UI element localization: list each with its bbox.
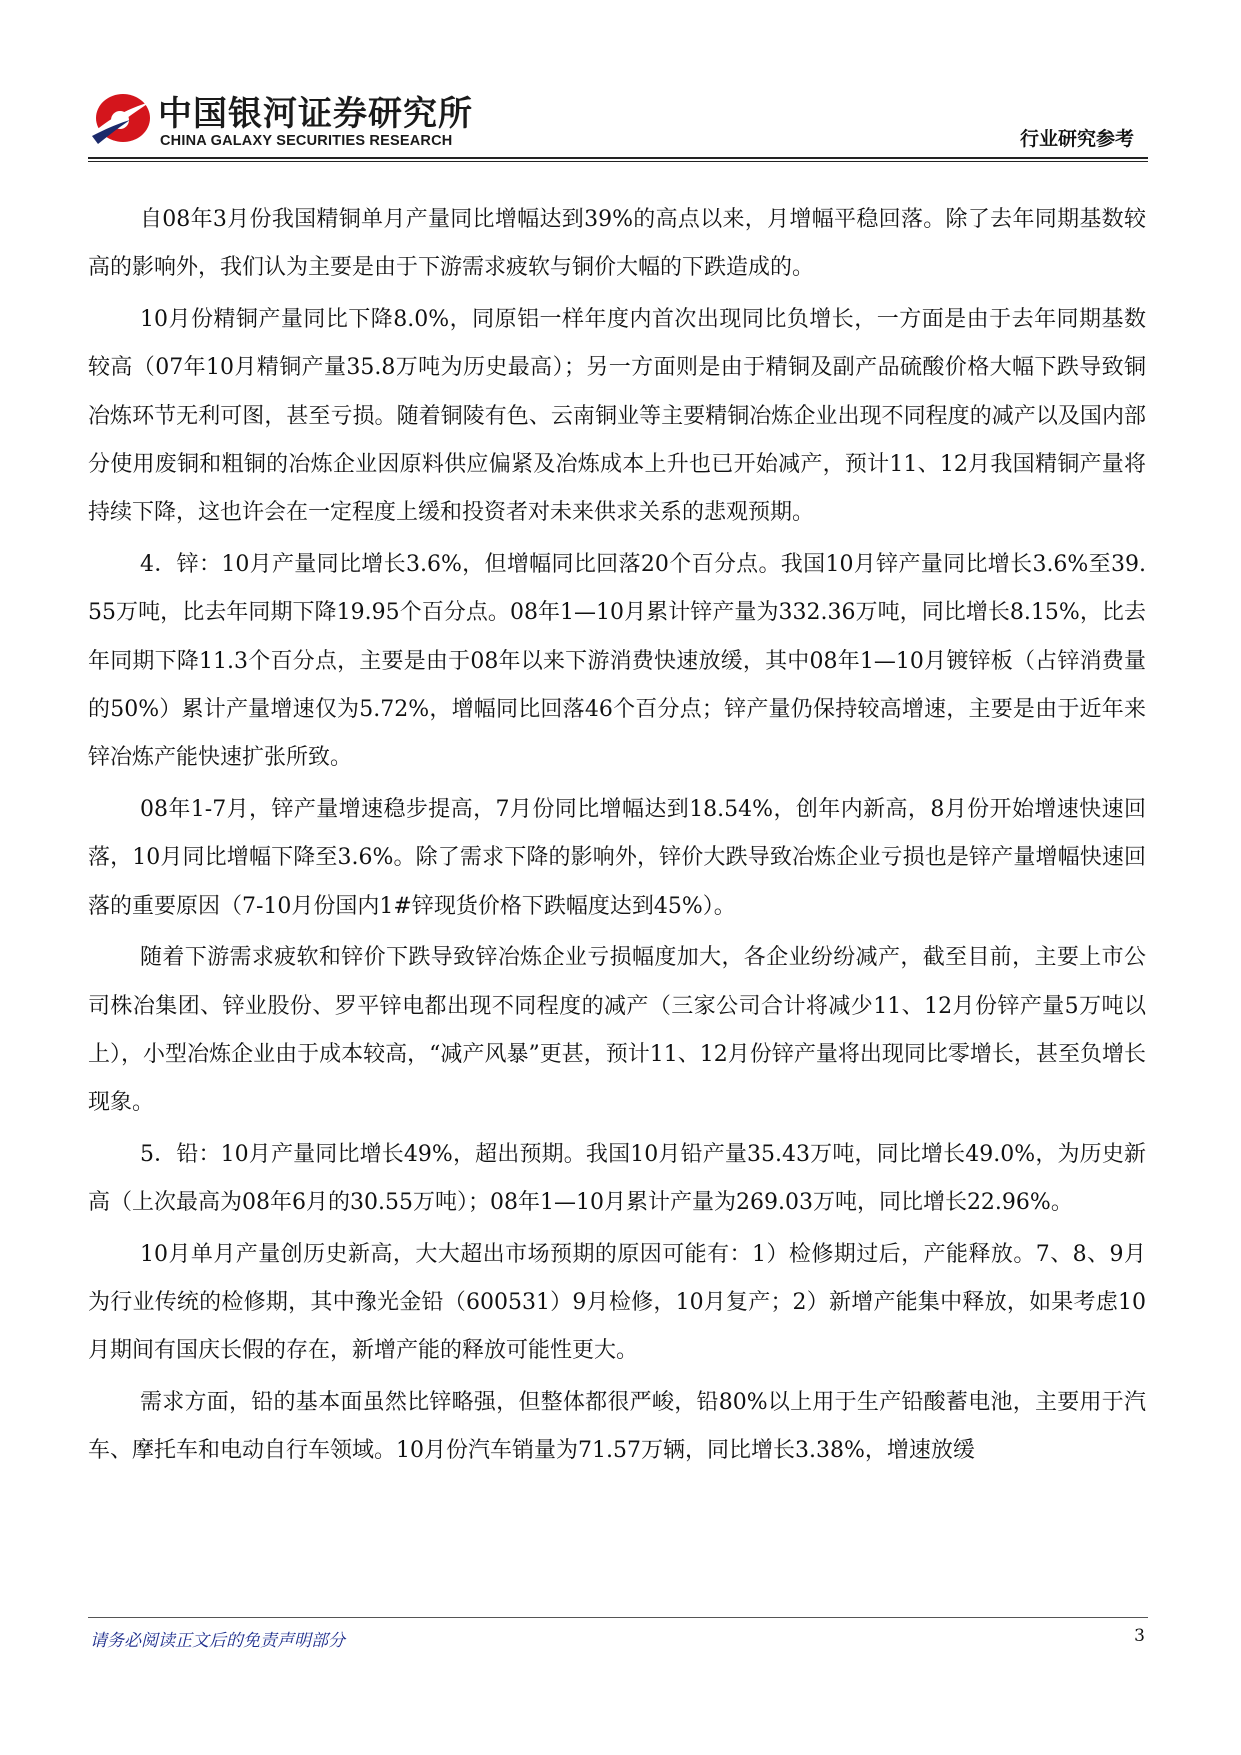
page-header — [88, 78, 1148, 156]
header-divider-thin — [88, 161, 1148, 162]
footer-divider — [88, 1617, 1148, 1618]
logo-chinese-name: 中国银河证券研究所 — [158, 94, 473, 134]
footer-disclaimer: 请务必阅读正文后的免责声明部分 — [90, 1631, 345, 1651]
paragraph: 5．铅：10月产量同比增长49%，超出预期。我国10月铅产量35.43万吨，同比增长49.0%，为历史新高（上次最高为08年6月的30.55万吨）；08年1—10月累计产量为269.03万吨，同比增长22.96%。 — [88, 1141, 1146, 1216]
paragraph: 4．锌：10月产量同比增长3.6%，但增幅同比回落20个百分点。我国10月锌产量同比增长3.6%至39.55万吨，比去年同期下降19.95个百分点。08年1—10月累计锌产量为332.36万吨，同比增长8.15%，比去年同期下降11.3个百分点，主要是由于08年以来下游消费快速放缓，其中08年1—10月镀锌板（占锌消费量的50%）累计产量增速仅为5.72%，增幅同比回落46个百分点；锌产量仍保持较高增速，主要是由于近年来锌冶炼产能快速扩张所致。 — [88, 551, 1146, 771]
galaxy-logo-icon — [90, 90, 152, 146]
paragraph: 08年1-7月，锌产量增速稳步提高，7月份同比增幅达到18.54%，创年内新高，8月份开始增速快速回落，10月同比增幅下降至3.6%。除了需求下降的影响外，锌价大跌导致冶炼企业亏损也是锌产量增幅快速回落的重要原因（7-10月份国内1#锌现货价格下跌幅度达到45%）。 — [88, 796, 1146, 919]
document-type-label: 行业研究参考 — [1019, 128, 1134, 150]
paragraph: 自08年3月份我国精铜单月产量同比增幅达到39%的高点以来，月增幅平稳回落。除了去年同期基数较高的影响外，我们认为主要是由于下游需求疲软与铜价大幅的下跌造成的。 — [88, 207, 1146, 281]
page-number: 3 — [1134, 1626, 1145, 1646]
paragraph: 需求方面，铅的基本面虽然比锌略强，但整体都很严峻，铅80%以上用于生产铅酸蓄电池，主要用于汽车、摩托车和电动自行车领域。10月份汽车销量为71.57万辆，同比增长3.38%，增速放缓 — [88, 1389, 1146, 1464]
paragraph: 10月单月产量创历史新高，大大超出市场预期的原因可能有：1）检修期过后，产能释放。7、8、9月为行业传统的检修期，其中豫光金铅（600531）9月检修，10月复产；2）新增产能集中释放，如果考虑10月期间有国庆长假的存在，新增产能的释放可能性更大。 — [88, 1241, 1146, 1364]
paragraph: 10月份精铜产量同比下降8.0%，同原铝一样年度内首次出现同比负增长，一方面是由于去年同期基数较高（07年10月精铜产量35.8万吨为历史最高）；另一方面则是由于精铜及副产品硫酸价格大幅下跌导致铜冶炼环节无利可图，甚至亏损。随着铜陵有色、云南铜业等主要精铜冶炼企业出现不同程度的减产以及国内部分使用废铜和粗铜的冶炼企业因原料供应偏紧及冶炼成本上升也已开始减产，预计11、12月我国精铜产量将持续下降，这也许会在一定程度上缓和投资者对未来供求关系的悲观预期。 — [88, 306, 1146, 526]
report-body — [88, 196, 1146, 1479]
paragraph: 随着下游需求疲软和锌价下跌导致锌冶炼企业亏损幅度加大，各企业纷纷减产，截至目前，主要上市公司株冶集团、锌业股份、罗平锌电都出现不同程度的减产（三家公司合计将减少11、12月份锌产量5万吨以上），小型冶炼企业由于成本较高，“减产风暴”更甚，预计11、12月份锌产量将出现同比零增长，甚至负增长现象。 — [88, 945, 1146, 1116]
logo-english-name: CHINA GALAXY SECURITIES RESEARCH — [160, 133, 453, 149]
header-divider — [88, 157, 1148, 159]
